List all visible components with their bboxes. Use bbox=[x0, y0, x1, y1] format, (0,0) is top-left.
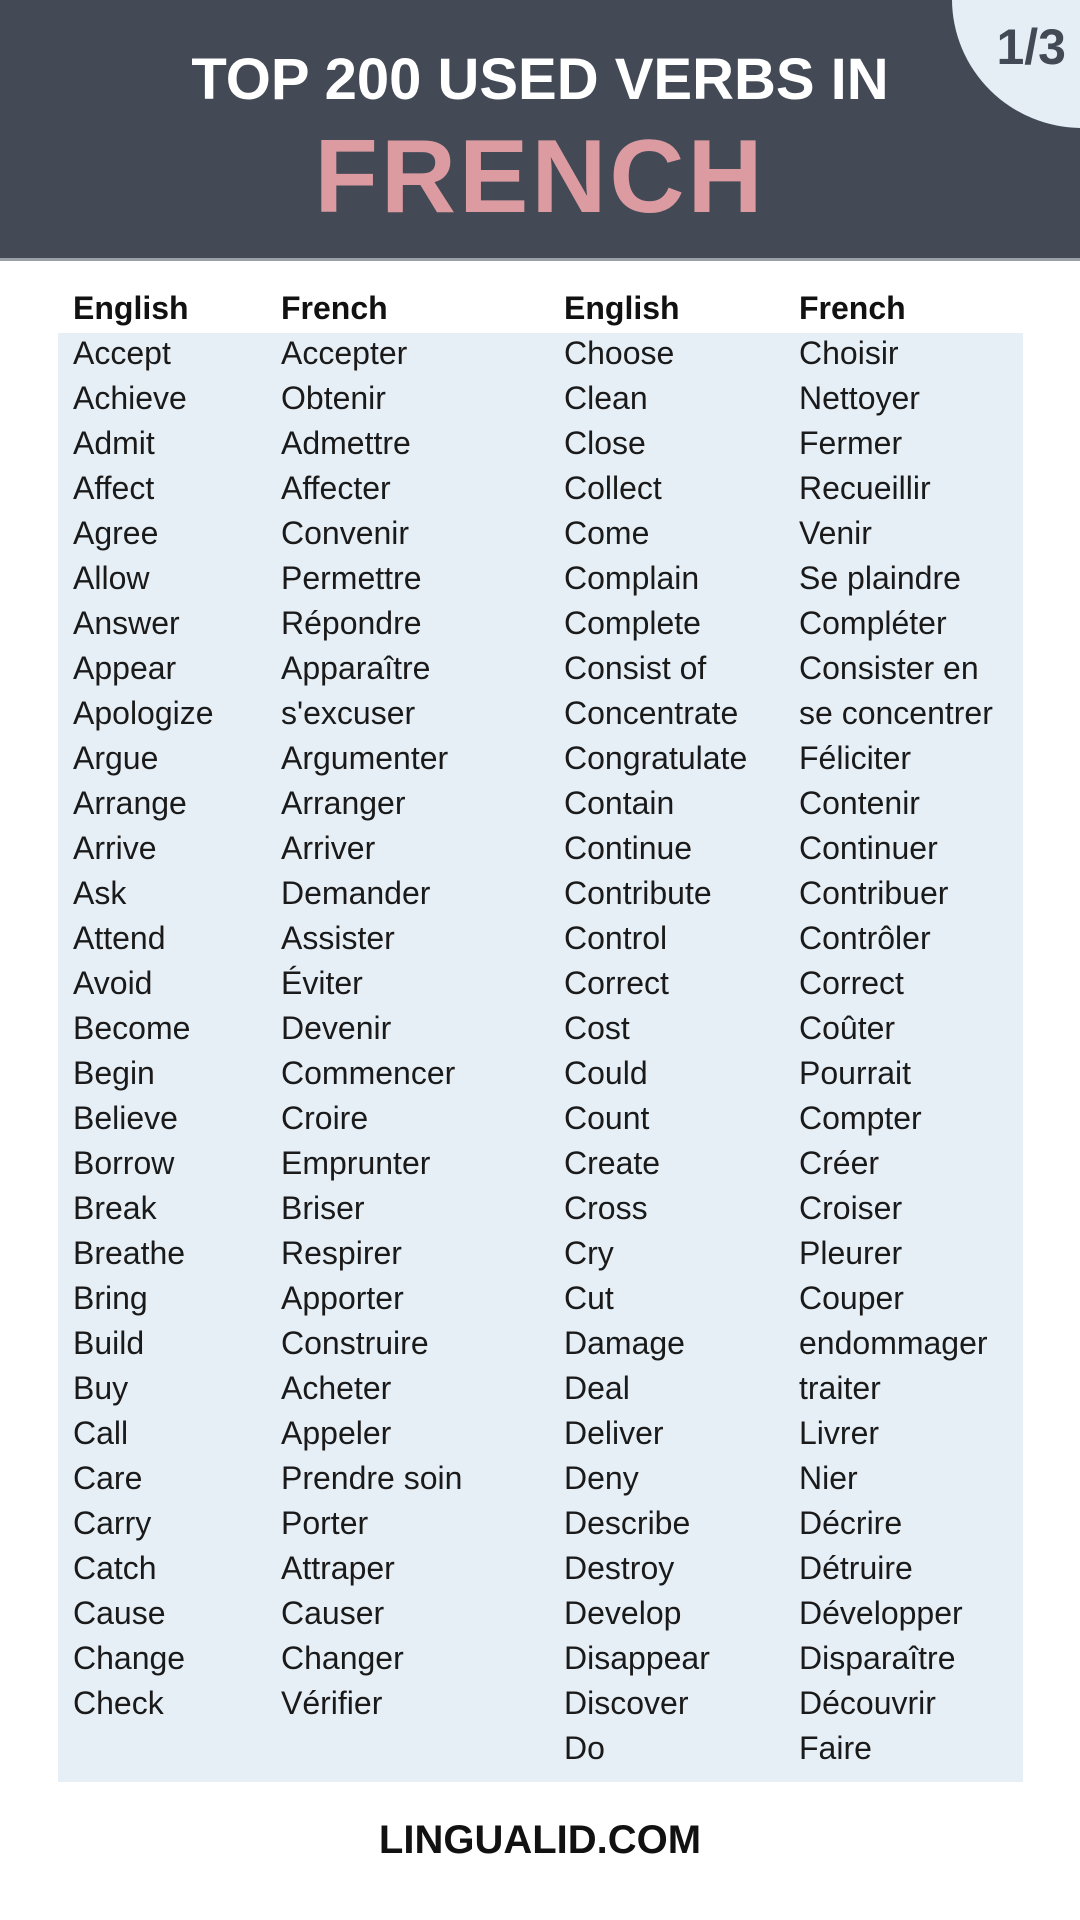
table-cell: Affect bbox=[73, 470, 155, 506]
table-cell: Break bbox=[73, 1190, 157, 1226]
table-cell: Call bbox=[73, 1415, 129, 1451]
table-cell: Appeler bbox=[281, 1415, 392, 1451]
table-cell: Disparaître bbox=[799, 1640, 956, 1676]
table-cell: Close bbox=[564, 425, 646, 461]
table-cell: Breathe bbox=[73, 1235, 186, 1271]
table-cell: Apparaître bbox=[281, 650, 431, 686]
table-cell: Become bbox=[73, 1010, 191, 1046]
table-cell: Argumenter bbox=[281, 740, 449, 776]
table-cell: Cause bbox=[73, 1595, 166, 1631]
column-header: English bbox=[564, 290, 680, 326]
table-cell: Vérifier bbox=[281, 1685, 383, 1721]
table-cell: Avoid bbox=[73, 965, 153, 1001]
table-cell: Collect bbox=[564, 470, 662, 506]
table-cell: Could bbox=[564, 1055, 648, 1091]
table-cell: Bring bbox=[73, 1280, 148, 1316]
table-cell: Demander bbox=[281, 875, 431, 911]
table-cell: Affecter bbox=[281, 470, 391, 506]
table-cell: Assister bbox=[281, 920, 395, 956]
table-cell: Agree bbox=[73, 515, 159, 551]
table-cell: Féliciter bbox=[799, 740, 912, 776]
title-line-2: FRENCH bbox=[314, 119, 766, 235]
column-english-right bbox=[564, 286, 747, 1771]
table-cell: Choose bbox=[564, 335, 675, 371]
table-cell: Argue bbox=[73, 740, 159, 776]
table-cell: Change bbox=[73, 1640, 186, 1676]
table-cell: Create bbox=[564, 1145, 661, 1181]
table-cell: Check bbox=[73, 1685, 164, 1721]
table-cell: Permettre bbox=[281, 560, 422, 596]
table-cell: Fermer bbox=[799, 425, 903, 461]
table-cell: Correct bbox=[799, 965, 904, 1001]
table-cell: Continuer bbox=[799, 830, 938, 866]
table-cell: Contenir bbox=[799, 785, 920, 821]
table-cell: Allow bbox=[73, 560, 150, 596]
table-cell: Damage bbox=[564, 1325, 685, 1361]
table-cell: Achieve bbox=[73, 380, 187, 416]
table-cell: Deliver bbox=[564, 1415, 664, 1451]
table-cell: Éviter bbox=[281, 965, 363, 1001]
table-cell: Buy bbox=[73, 1370, 129, 1406]
table-cell: Arrive bbox=[73, 830, 157, 866]
table-cell: se concentrer bbox=[799, 695, 993, 731]
table-cell: Contain bbox=[564, 785, 675, 821]
table-cell: Correct bbox=[564, 965, 669, 1001]
table-cell: Control bbox=[564, 920, 668, 956]
table-cell: Do bbox=[564, 1730, 605, 1766]
table-cell: Attend bbox=[73, 920, 166, 956]
table-cell: Contribuer bbox=[799, 875, 949, 911]
table-cell: endommager bbox=[799, 1325, 988, 1361]
table-cell: Arrange bbox=[73, 785, 187, 821]
table-cell: Complain bbox=[564, 560, 700, 596]
table-cell: Prendre soin bbox=[281, 1460, 463, 1496]
table-cell: Disappear bbox=[564, 1640, 710, 1676]
table-cell: Describe bbox=[564, 1505, 691, 1541]
table-cell: Appear bbox=[73, 650, 177, 686]
table-cell: Pourrait bbox=[799, 1055, 912, 1091]
table-cell: Admettre bbox=[281, 425, 411, 461]
table-cell: Compléter bbox=[799, 605, 947, 641]
column-header: English bbox=[73, 290, 189, 326]
table-cell: Recueillir bbox=[799, 470, 931, 506]
table-cell: Apologize bbox=[73, 695, 214, 731]
table-cell: Découvrir bbox=[799, 1685, 936, 1721]
table-cell: Nettoyer bbox=[799, 380, 920, 416]
table-cell: Contrôler bbox=[799, 920, 931, 956]
table-cell: Ask bbox=[73, 875, 127, 911]
table-cell: Cost bbox=[564, 1010, 630, 1046]
table-cell: Venir bbox=[799, 515, 872, 551]
table-cell: Cut bbox=[564, 1280, 614, 1316]
table-cell: Consist of bbox=[564, 650, 707, 686]
table-cell: Complete bbox=[564, 605, 701, 641]
table-cell: Accepter bbox=[281, 335, 408, 371]
table-cell: Carry bbox=[73, 1505, 152, 1541]
table-cell: Cry bbox=[564, 1235, 614, 1271]
table-cell: Cross bbox=[564, 1190, 648, 1226]
table-cell: Se plaindre bbox=[799, 560, 961, 596]
table-cell: Créer bbox=[799, 1145, 880, 1181]
table-cell: Couper bbox=[799, 1280, 904, 1316]
column-english-left bbox=[73, 286, 214, 1726]
table-cell: Coûter bbox=[799, 1010, 896, 1046]
table-cell: Develop bbox=[564, 1595, 682, 1631]
table-cell: Développer bbox=[799, 1595, 963, 1631]
table-cell: Convenir bbox=[281, 515, 410, 551]
table-cell: Nier bbox=[799, 1460, 858, 1496]
table-cell: Clean bbox=[564, 380, 648, 416]
page-indicator bbox=[952, 0, 1080, 128]
title-line-1: TOP 200 USED VERBS IN bbox=[191, 47, 889, 112]
table-cell: Détruire bbox=[799, 1550, 913, 1586]
table-cell: Discover bbox=[564, 1685, 689, 1721]
table-cell: Care bbox=[73, 1460, 143, 1496]
table-cell: traiter bbox=[799, 1370, 881, 1406]
table-cell: Construire bbox=[281, 1325, 429, 1361]
table-cell: Devenir bbox=[281, 1010, 392, 1046]
table-cell: Borrow bbox=[73, 1145, 175, 1181]
table-cell: s'excuser bbox=[281, 695, 416, 731]
table-cell: Answer bbox=[73, 605, 180, 641]
column-header: French bbox=[799, 290, 906, 326]
table-cell: Deny bbox=[564, 1460, 639, 1496]
column-french-right bbox=[799, 286, 993, 1771]
column-header: French bbox=[281, 290, 388, 326]
table-cell: Livrer bbox=[799, 1415, 880, 1451]
table-cell: Accept bbox=[73, 335, 171, 371]
table-cell: Croire bbox=[281, 1100, 369, 1136]
table-cell: Believe bbox=[73, 1100, 178, 1136]
table-cell: Arriver bbox=[281, 830, 376, 866]
table-cell: Croiser bbox=[799, 1190, 903, 1226]
table-cell: Acheter bbox=[281, 1370, 392, 1406]
table-cell: Attraper bbox=[281, 1550, 395, 1586]
table-cell: Causer bbox=[281, 1595, 385, 1631]
table-cell: Répondre bbox=[281, 605, 422, 641]
table-cell: Build bbox=[73, 1325, 145, 1361]
table-cell: Pleurer bbox=[799, 1235, 903, 1271]
table-cell: Contribute bbox=[564, 875, 712, 911]
table-cell: Briser bbox=[281, 1190, 365, 1226]
table-cell: Continue bbox=[564, 830, 693, 866]
header-divider bbox=[0, 258, 1080, 261]
table-cell: Catch bbox=[73, 1550, 157, 1586]
table-cell: Emprunter bbox=[281, 1145, 431, 1181]
table-cell: Obtenir bbox=[281, 380, 386, 416]
table-cell: Consister en bbox=[799, 650, 979, 686]
table-cell: Count bbox=[564, 1100, 650, 1136]
table-cell: Changer bbox=[281, 1640, 404, 1676]
table-cell: Begin bbox=[73, 1055, 155, 1091]
table-cell: Admit bbox=[73, 425, 155, 461]
table-cell: Arranger bbox=[281, 785, 406, 821]
table-cell: Faire bbox=[799, 1730, 872, 1766]
table-cell: Choisir bbox=[799, 335, 899, 371]
table-cell: Come bbox=[564, 515, 650, 551]
table-cell: Destroy bbox=[564, 1550, 675, 1586]
table-cell: Concentrate bbox=[564, 695, 739, 731]
table-cell: Congratulate bbox=[564, 740, 748, 776]
table-cell: Compter bbox=[799, 1100, 922, 1136]
footer-site-name: LINGUALID.COM bbox=[378, 1818, 702, 1862]
table-cell: Respirer bbox=[281, 1235, 402, 1271]
table-cell: Commencer bbox=[281, 1055, 456, 1091]
column-french-left bbox=[281, 286, 462, 1726]
table-cell: Décrire bbox=[799, 1505, 903, 1541]
table-cell: Apporter bbox=[281, 1280, 404, 1316]
table-cell: Porter bbox=[281, 1505, 369, 1541]
table-cell: Deal bbox=[564, 1370, 630, 1406]
header-banner bbox=[0, 0, 1080, 258]
page-indicator-text: 1/3 bbox=[996, 19, 1066, 75]
